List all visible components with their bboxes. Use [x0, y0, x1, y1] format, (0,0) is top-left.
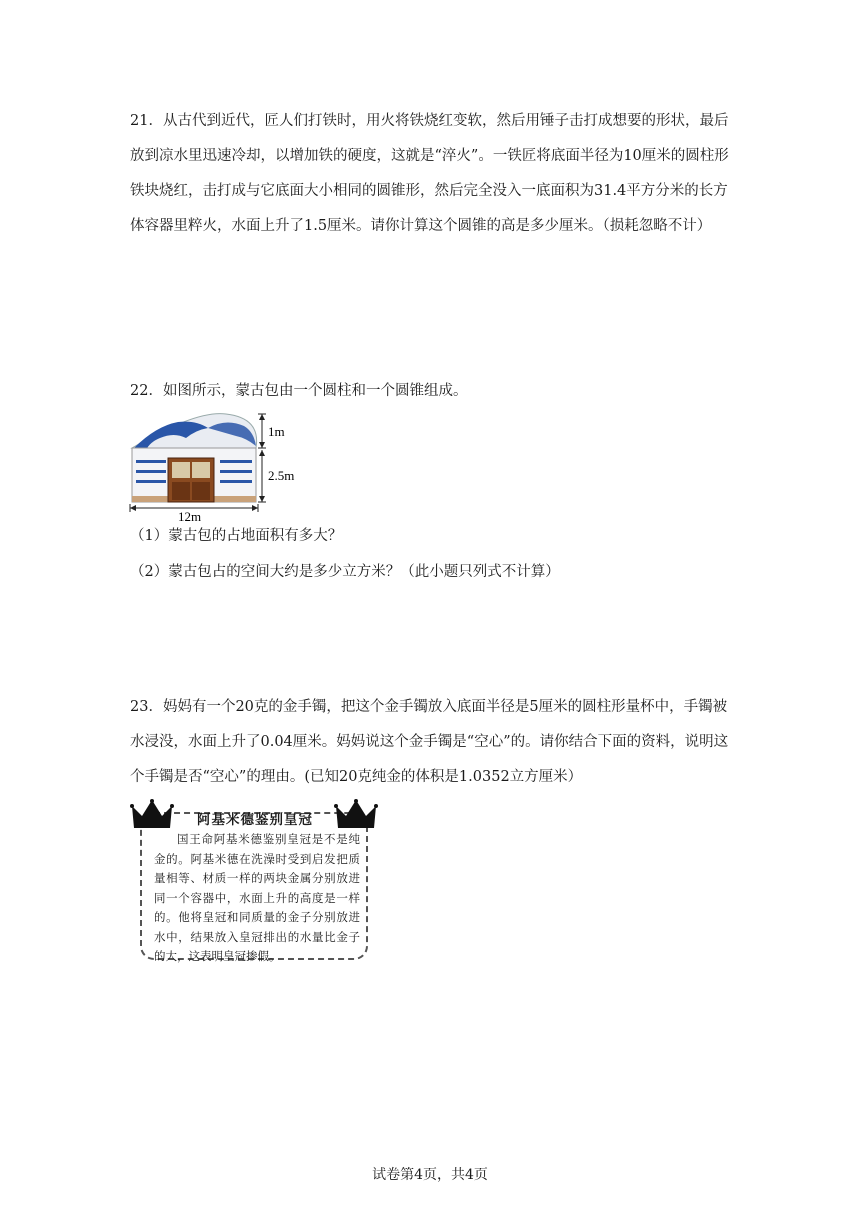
archimedes-info-box — [130, 798, 380, 968]
question-23: 23．妈妈有一个20克的金手镯，把这个金手镯放入底面半径是5厘米的圆柱形量杯中，手镯被水浸没，水面上升了0.04厘米。妈妈说这个金手镯是“空心”的。请你结合下面的资料，说明这个手镯是否“空心”的理由。(已知20克纯金的体积是1.0352立方厘米） — [130, 699, 729, 785]
question-22-part-1: （1）蒙古包的占地面积有多大？ — [130, 528, 343, 544]
cone-height-label: 1m — [268, 424, 285, 439]
cylinder-height-label: 2.5m — [268, 468, 295, 483]
page-footer: 试卷第4页，共4页 — [372, 1167, 488, 1183]
diameter-label: 12m — [178, 509, 202, 523]
yurt-figure — [126, 408, 326, 523]
question-21: 21．从古代到近代，匠人们打铁时，用火将铁烧红变软，然后用锤子击打成想要的形状，最后放到凉水里迅速冷却，以增加铁的硬度，这就是“淬火”。一铁匠将底面半径为10厘米的圆柱形铁块烧红，击打成与它底面大小相同的圆锥形，然后完全没入一底面积为31.4平方分米的长方体容器里粹火，水面上升了1.5厘米。请你计算这个圆锥的高是多少厘米。（损耗忽略不计） — [130, 113, 729, 234]
question-22-part-2: （2）蒙古包占的空间大约是多少立方米？（此小题只列式不计算） — [130, 564, 560, 580]
box-body: 国王命阿基米德鉴别皇冠是不是纯金的。阿基米德在洗澡时受到启发把质量相等、材质一样的两块金属分别放进同一个容器中，水面上升的高度是一样的。他将皇冠和同质量的金子分别放进水中，结果放入皇冠排出的水量比金子的大，这表明皇冠掺假。 — [154, 832, 360, 963]
yurt-illustration — [126, 408, 326, 523]
question-22: 22．如图所示，蒙古包由一个圆柱和一个圆锥组成。 — [130, 383, 468, 399]
box-title: 阿基米德鉴别皇冠 — [197, 812, 313, 828]
